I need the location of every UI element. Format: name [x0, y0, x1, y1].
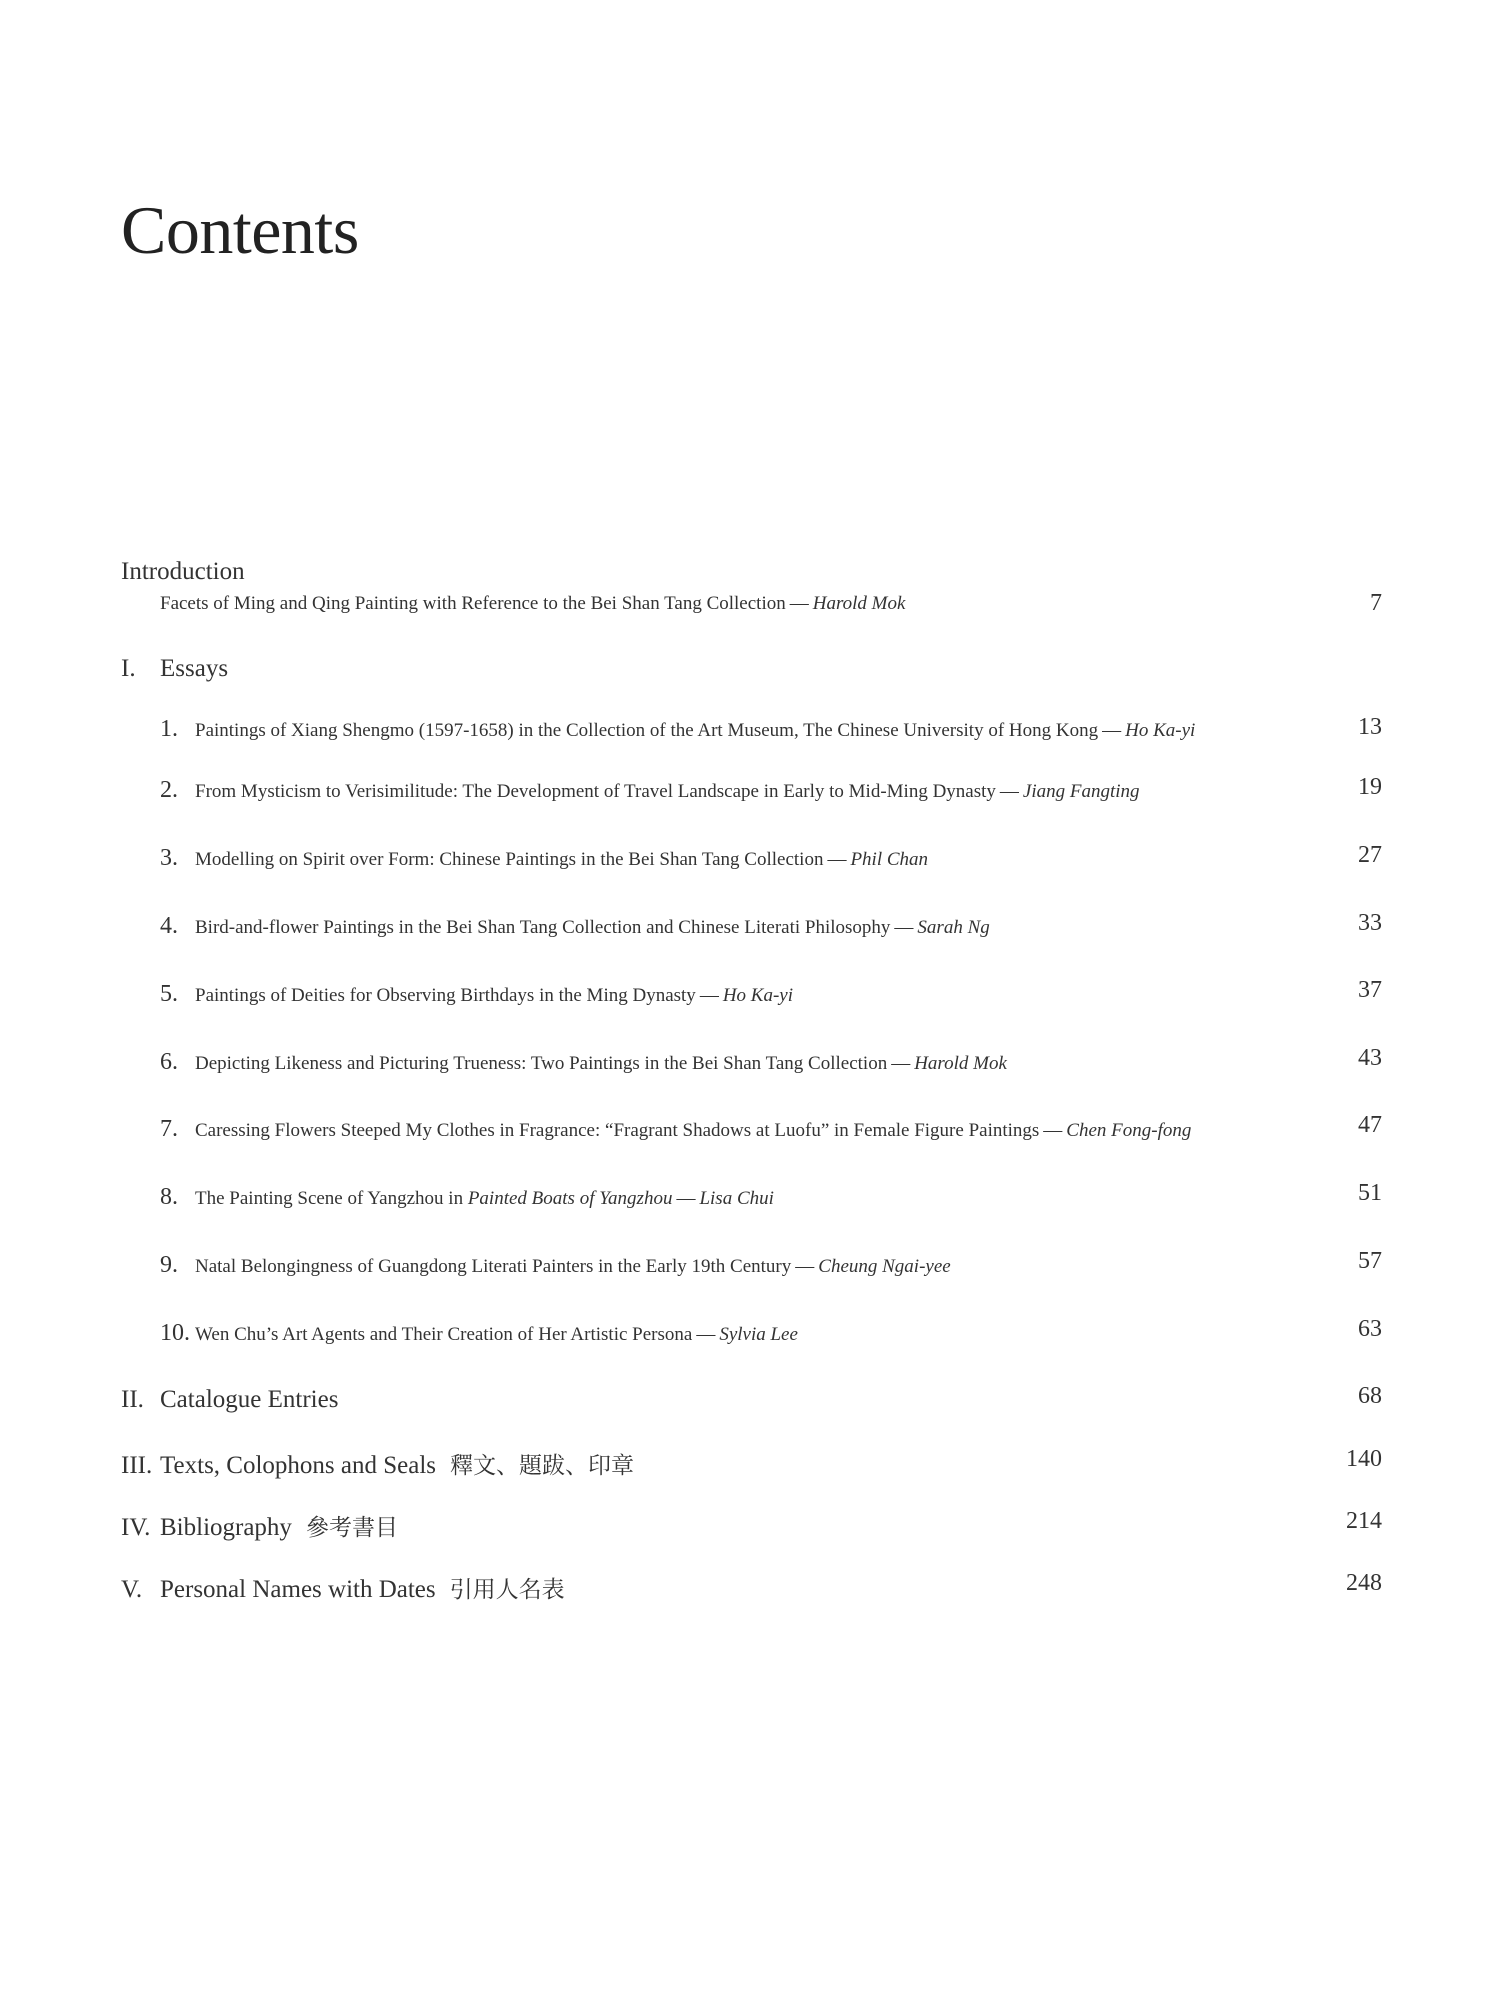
section-label-chinese: 參考書目 [305, 1515, 398, 1541]
section-label: Essays [160, 655, 229, 682]
essay-author: Chen Fong-fong [1066, 1120, 1192, 1141]
essay-title: Bird-and-flower Paintings in the Bei Shan Tang Collection and Chinese Literati Philosophy [195, 917, 891, 938]
entry-title: Facets of Ming and Qing Painting with Reference to the Bei Shan Tang Collection [160, 593, 786, 614]
section-label-chinese: 釋文、題跋、印章 [450, 1453, 635, 1479]
essay-page-number-4: 33 [1358, 910, 1382, 936]
essay-author: Cheung Ngai-yee [818, 1256, 951, 1277]
essay-title: Paintings of Xiang Shengmo (1597-1658) in the Collection of the Art Museum, The Chinese University of Hong Kong [195, 720, 1099, 741]
essay-entry-6[interactable] [160, 1049, 1007, 1076]
section-catalogue-entries[interactable] [121, 1386, 338, 1414]
section-page-number-texts: 140 [1346, 1446, 1382, 1472]
essay-page-number-3: 27 [1358, 842, 1382, 868]
essay-author: Ho Ka-yi [722, 985, 793, 1006]
introduction-heading: Introduction [121, 558, 245, 585]
essay-dash: — [676, 1188, 696, 1209]
essay-entry-3[interactable] [160, 845, 928, 872]
essay-number: 10. [160, 1320, 190, 1346]
essay-page-number-6: 43 [1358, 1045, 1382, 1071]
essay-number: 9. [160, 1252, 178, 1278]
essay-entry-4[interactable] [160, 913, 990, 940]
entry-author: Harold Mok [812, 593, 906, 614]
essay-entry-10[interactable] [160, 1320, 798, 1347]
essay-entry-1[interactable] [160, 716, 1195, 743]
essay-page-number-1: 13 [1358, 714, 1382, 740]
page-title: Contents [121, 192, 359, 268]
essay-title: Paintings of Deities for Observing Birthdays in the Ming Dynasty [195, 985, 696, 1006]
essay-dash: — [827, 849, 847, 870]
entry-dash: — [789, 593, 809, 614]
essay-page-number-5: 37 [1358, 977, 1382, 1003]
essay-title: Natal Belongingness of Guangdong Literati Painters in the Early 19th Century [195, 1256, 792, 1277]
essay-page-number-2: 19 [1358, 774, 1382, 800]
essay-page-number-9: 57 [1358, 1248, 1382, 1274]
section-roman-numeral: I. [121, 655, 136, 682]
essay-entry-5[interactable] [160, 981, 793, 1008]
essay-dash: — [894, 917, 914, 938]
essay-author: Phil Chan [850, 849, 929, 870]
section-essays-heading [121, 655, 228, 683]
essay-number: 1. [160, 716, 178, 742]
essay-page-number-7: 47 [1358, 1112, 1382, 1138]
essay-dash: — [891, 1053, 911, 1074]
essay-dash: — [1102, 720, 1122, 741]
section-roman-numeral: II. [121, 1386, 144, 1413]
essay-title: The Painting Scene of Yangzhou in [195, 1188, 468, 1209]
essay-title: Modelling on Spirit over Form: Chinese Paintings in the Bei Shan Tang Collection [195, 849, 824, 870]
essay-page-number-10: 63 [1358, 1316, 1382, 1342]
essay-dash: — [795, 1256, 815, 1277]
essay-author: Lisa Chui [699, 1188, 774, 1209]
section-page-number-catalogue: 68 [1358, 1383, 1382, 1409]
essay-entry-9[interactable] [160, 1252, 951, 1279]
essay-author: Sylvia Lee [719, 1324, 798, 1345]
essay-author: Sarah Ng [917, 917, 990, 938]
essay-number: 6. [160, 1049, 178, 1075]
essay-entry-8[interactable] [160, 1184, 774, 1211]
essay-author: Jiang Fangting [1022, 781, 1140, 802]
section-personal-names[interactable] [121, 1571, 565, 1604]
essay-number: 4. [160, 913, 178, 939]
section-label: Catalogue Entries [160, 1386, 339, 1413]
essay-entry-2[interactable] [160, 777, 1140, 804]
introduction-entry[interactable] [160, 593, 905, 615]
section-label: Bibliography [160, 1514, 292, 1541]
section-roman-numeral: III. [121, 1452, 153, 1479]
essay-title: Depicting Likeness and Picturing Trueness: Two Paintings in the Bei Shan Tang Collection [195, 1053, 888, 1074]
essay-dash: — [1043, 1120, 1063, 1141]
essay-number: 8. [160, 1184, 178, 1210]
essay-page-number-8: 51 [1358, 1180, 1382, 1206]
section-bibliography[interactable] [121, 1509, 398, 1542]
section-page-number-personal-names: 248 [1346, 1570, 1382, 1596]
introduction-page-number: 7 [1370, 590, 1382, 616]
essay-number: 5. [160, 981, 178, 1007]
essay-dash: — [699, 985, 719, 1006]
essay-dash: — [999, 781, 1019, 802]
section-label: Texts, Colophons and Seals [160, 1452, 437, 1479]
section-roman-numeral: IV. [121, 1514, 151, 1541]
section-label-chinese: 引用人名表 [449, 1577, 565, 1603]
essay-title: From Mysticism to Verisimilitude: The Development of Travel Landscape in Early to Mid-Ming Dynasty [195, 781, 996, 802]
essay-title: Caressing Flowers Steeped My Clothes in Fragrance: “Fragrant Shadows at Luofu” in Female Figure Paintings [195, 1120, 1040, 1141]
essay-number: 2. [160, 777, 178, 803]
essay-author: Harold Mok [914, 1053, 1007, 1074]
section-label: Personal Names with Dates [160, 1576, 436, 1603]
essay-entry-7[interactable] [160, 1116, 1191, 1143]
section-roman-numeral: V. [121, 1576, 143, 1603]
essay-title: Wen Chu’s Art Agents and Their Creation of Her Artistic Persona [195, 1324, 693, 1345]
essay-title-italic: Painted Boats of Yangzhou [467, 1188, 673, 1209]
essay-number: 7. [160, 1116, 178, 1142]
section-page-number-bibliography: 214 [1346, 1508, 1382, 1534]
section-texts-colophons-seals[interactable] [121, 1447, 634, 1480]
essay-number: 3. [160, 845, 178, 871]
essay-dash: — [696, 1324, 716, 1345]
essay-author: Ho Ka-yi [1125, 720, 1196, 741]
